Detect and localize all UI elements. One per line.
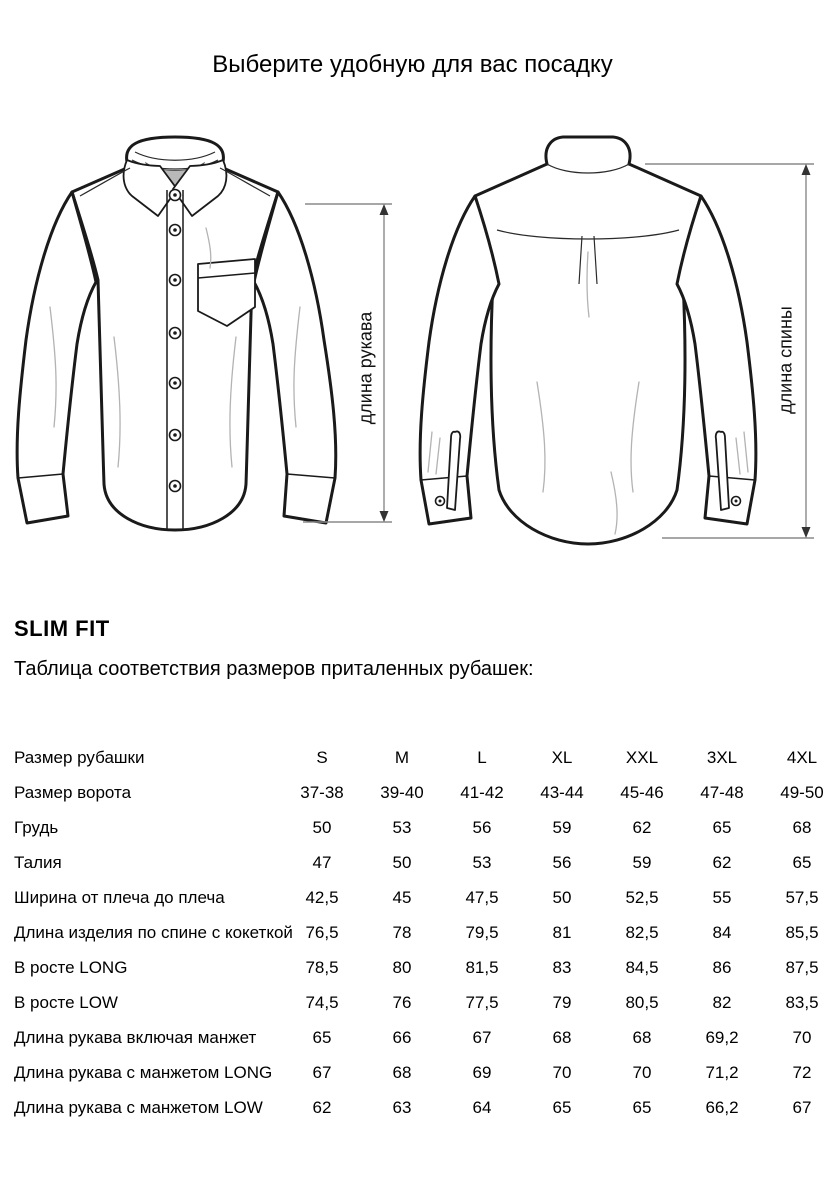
table-row bbox=[14, 950, 825, 985]
size-cell: 72 bbox=[792, 1062, 812, 1082]
size-cell: 70 bbox=[632, 1062, 652, 1082]
size-cell: 67 bbox=[312, 1062, 332, 1082]
table-row bbox=[14, 1020, 825, 1055]
size-table bbox=[14, 740, 825, 1125]
sleeve-length-label: длина рукава bbox=[355, 311, 376, 425]
size-cell: 41-42 bbox=[460, 782, 504, 802]
size-cell: 45-46 bbox=[620, 782, 664, 802]
size-cell: 47-48 bbox=[700, 782, 744, 802]
row-label: Талия bbox=[14, 852, 62, 872]
size-cell: 70 bbox=[792, 1027, 812, 1047]
size-cell: 43-44 bbox=[540, 782, 584, 802]
size-cell: 78,5 bbox=[305, 957, 339, 977]
size-cell: 70 bbox=[552, 1062, 572, 1082]
size-cell: 65 bbox=[712, 817, 732, 837]
size-cell: 50 bbox=[312, 817, 332, 837]
size-cell: 79,5 bbox=[465, 922, 499, 942]
size-cell: 39-40 bbox=[380, 782, 424, 802]
row-label: В росте LONG bbox=[14, 957, 128, 977]
page-title: Выберите удобную для вас посадку bbox=[212, 51, 613, 78]
size-cell: 52,5 bbox=[625, 887, 659, 907]
size-cell: 68 bbox=[552, 1027, 572, 1047]
table-header-row bbox=[14, 740, 825, 775]
size-col-header: XXL bbox=[625, 747, 659, 767]
size-cell: 71,2 bbox=[705, 1062, 739, 1082]
size-cell: 84 bbox=[712, 922, 732, 942]
row-label: Длина рукава с манжетом LOW bbox=[14, 1097, 263, 1117]
size-col-header: M bbox=[394, 747, 410, 767]
table-row bbox=[14, 1090, 825, 1125]
size-cell: 65 bbox=[632, 1097, 652, 1117]
size-cell: 59 bbox=[552, 817, 572, 837]
size-cell: 59 bbox=[632, 852, 652, 872]
size-cell: 83,5 bbox=[785, 992, 819, 1012]
size-cell: 69,2 bbox=[705, 1027, 739, 1047]
table-row bbox=[14, 985, 825, 1020]
table-row bbox=[14, 1055, 825, 1090]
size-cell: 65 bbox=[792, 852, 812, 872]
size-cell: 80,5 bbox=[625, 992, 659, 1012]
size-cell: 55 bbox=[712, 887, 732, 907]
dimension-lines bbox=[0, 130, 825, 550]
table-row bbox=[14, 845, 825, 880]
size-cell: 69 bbox=[472, 1062, 492, 1082]
size-cell: 80 bbox=[392, 957, 412, 977]
size-cell: 53 bbox=[392, 817, 412, 837]
size-cell: 45 bbox=[392, 887, 412, 907]
size-col-header: S bbox=[316, 747, 328, 767]
size-cell: 66,2 bbox=[705, 1097, 739, 1117]
size-cell: 81 bbox=[552, 922, 572, 942]
size-cell: 37-38 bbox=[300, 782, 344, 802]
size-cell: 76 bbox=[392, 992, 412, 1012]
size-cell: 57,5 bbox=[785, 887, 819, 907]
row-label: Ширина от плеча до плеча bbox=[14, 887, 225, 907]
size-cell: 68 bbox=[392, 1062, 412, 1082]
size-cell: 76,5 bbox=[305, 922, 339, 942]
size-cell: 78 bbox=[392, 922, 412, 942]
table-row bbox=[14, 915, 825, 950]
size-cell: 62 bbox=[312, 1097, 332, 1117]
size-cell: 86 bbox=[712, 957, 732, 977]
size-cell: 79 bbox=[552, 992, 572, 1012]
size-cell: 56 bbox=[552, 852, 572, 872]
size-cell: 68 bbox=[792, 817, 812, 837]
size-col-header: L bbox=[477, 747, 487, 767]
row-label: Длина изделия по спине с кокеткой bbox=[14, 922, 293, 942]
size-cell: 82,5 bbox=[625, 922, 659, 942]
row-label: Грудь bbox=[14, 817, 59, 837]
table-row bbox=[14, 880, 825, 915]
size-col-header: 3XL bbox=[706, 747, 738, 767]
table-caption: Таблица соответствия размеров приталенных рубашек: bbox=[14, 658, 534, 680]
size-cell: 49-50 bbox=[780, 782, 824, 802]
size-cell: 56 bbox=[472, 817, 492, 837]
size-col-header: XL bbox=[551, 747, 573, 767]
size-cell: 67 bbox=[792, 1097, 812, 1117]
table-row bbox=[14, 775, 825, 810]
size-col-header: 4XL bbox=[786, 747, 818, 767]
size-cell: 50 bbox=[392, 852, 412, 872]
size-cell: 64 bbox=[472, 1097, 492, 1117]
row-label: Длина рукава с манжетом LONG bbox=[14, 1062, 273, 1082]
size-cell: 62 bbox=[712, 852, 732, 872]
size-cell: 65 bbox=[552, 1097, 572, 1117]
row-label: Размер рубашки bbox=[14, 747, 145, 767]
shirt-diagrams bbox=[0, 130, 825, 570]
table-row bbox=[14, 810, 825, 845]
size-cell: 68 bbox=[632, 1027, 652, 1047]
size-cell: 63 bbox=[392, 1097, 412, 1117]
size-cell: 53 bbox=[472, 852, 492, 872]
size-cell: 47,5 bbox=[465, 887, 499, 907]
size-cell: 47 bbox=[312, 852, 332, 872]
size-cell: 74,5 bbox=[305, 992, 339, 1012]
size-cell: 87,5 bbox=[785, 957, 819, 977]
back-length-label: длина спины bbox=[775, 306, 796, 414]
size-cell: 67 bbox=[472, 1027, 492, 1047]
row-label: В росте LOW bbox=[14, 992, 118, 1012]
row-label: Длина рукава включая манжет bbox=[14, 1027, 257, 1047]
size-cell: 62 bbox=[632, 817, 652, 837]
size-cell: 42,5 bbox=[305, 887, 339, 907]
size-cell: 81,5 bbox=[465, 957, 499, 977]
size-cell: 65 bbox=[312, 1027, 332, 1047]
size-cell: 84,5 bbox=[625, 957, 659, 977]
size-cell: 77,5 bbox=[465, 992, 499, 1012]
size-cell: 50 bbox=[552, 887, 572, 907]
fit-heading: SLIM FIT bbox=[14, 616, 110, 641]
size-cell: 83 bbox=[552, 957, 572, 977]
sleeve-length-dimension bbox=[303, 204, 392, 522]
size-cell: 66 bbox=[392, 1027, 412, 1047]
size-cell: 82 bbox=[712, 992, 732, 1012]
size-cell: 85,5 bbox=[785, 922, 819, 942]
row-label: Размер ворота bbox=[14, 782, 132, 802]
